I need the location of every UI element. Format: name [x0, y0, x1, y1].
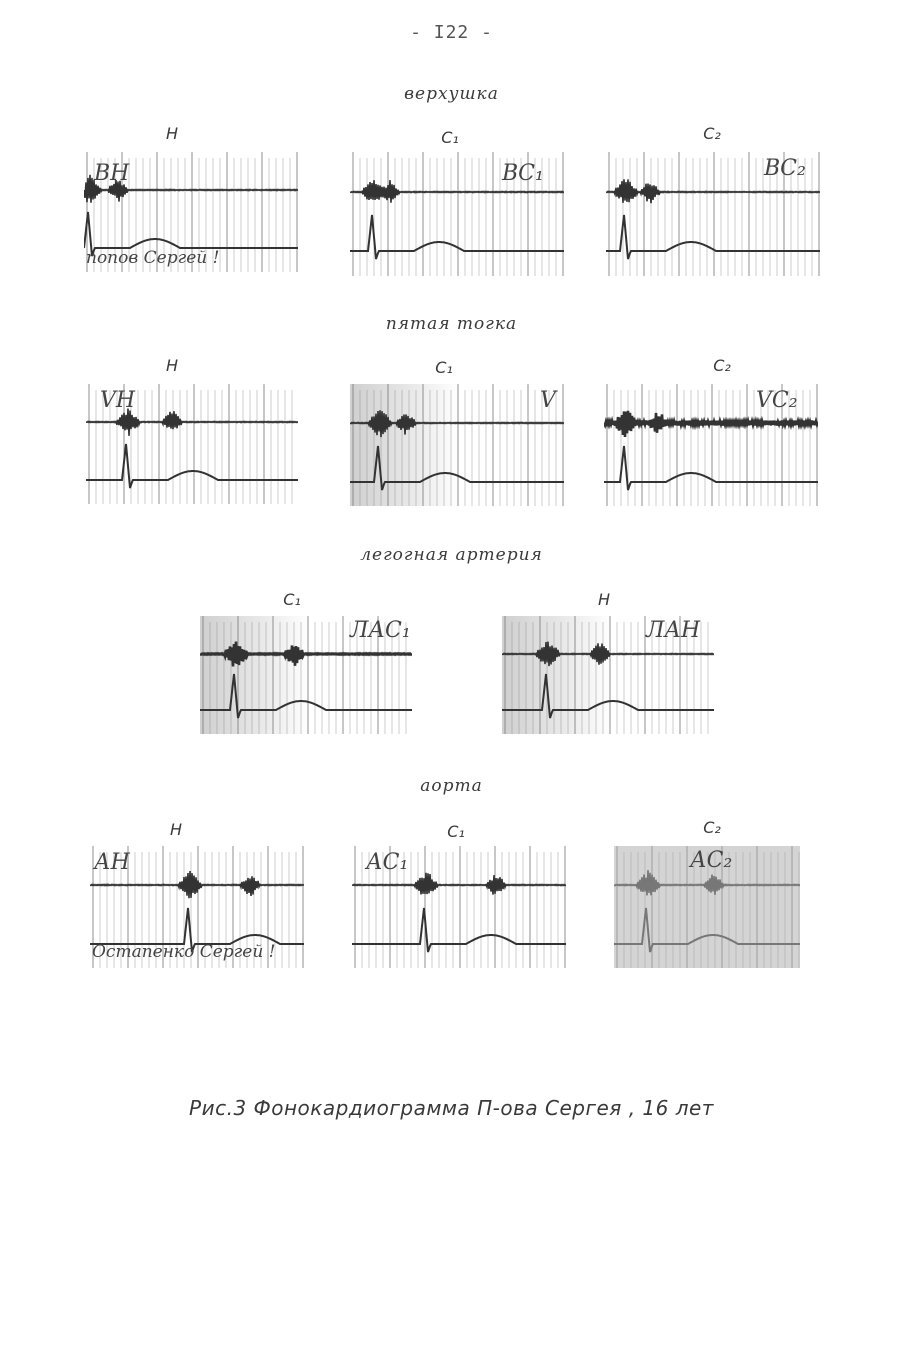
panel-label-apex-1: Н [165, 124, 179, 143]
panel-label-fifth-1: Н [165, 356, 179, 375]
handwritten-label: АС₂ [690, 848, 733, 873]
handwritten-label: АС₁ [366, 850, 409, 875]
handwritten-name: Остапенко Сергей ! [92, 942, 276, 962]
handwritten-label: ВС₂ [764, 156, 806, 181]
phono-trace [350, 410, 564, 437]
phono-trace [502, 642, 714, 667]
panel-label-aorta-3: C₂ [703, 818, 721, 837]
section-title-aorta: аорта [420, 776, 483, 796]
handwritten-name: попов Сергей ! [86, 248, 220, 268]
panel-label-pulmonary-1: C₁ [283, 590, 301, 609]
phono-trace [614, 870, 800, 895]
ecg-trace [86, 444, 298, 488]
ecg-trace [614, 908, 800, 952]
page-number: - I22 - [410, 22, 493, 43]
handwritten-label: АН [94, 850, 130, 875]
panel-label-fifth-3: C₂ [713, 356, 731, 375]
panel-label-aorta-2: C₁ [447, 822, 465, 841]
handwritten-label: ВН [94, 161, 130, 186]
phono-trace [90, 871, 304, 898]
phono-trace [352, 873, 566, 895]
panel-label-apex-2: C₁ [441, 128, 459, 147]
handwritten-label: VН [100, 388, 136, 413]
handwritten-label: ЛАС₁ [350, 618, 411, 643]
figure-caption: Рис.3 Фонокардиограмма П-ова Сергея , 16 лет [189, 1096, 714, 1120]
ecg-trace [350, 446, 564, 490]
ecg-trace [502, 674, 714, 718]
phono-trace [200, 642, 412, 667]
ecg-trace [352, 908, 566, 952]
phono-trace [606, 179, 820, 203]
handwritten-label: VC₂ [756, 388, 798, 413]
panel-label-pulmonary-2: Н [597, 590, 611, 609]
panel-label-apex-3: C₂ [703, 124, 721, 143]
phonocardiogram-strip [350, 384, 564, 506]
strip-svg [350, 384, 564, 506]
handwritten-label: ЛАН [646, 618, 701, 643]
section-title-apex: верхушка [404, 84, 499, 104]
phono-trace [604, 411, 818, 437]
panel-label-aorta-1: Н [169, 820, 183, 839]
handwritten-label: V [540, 388, 556, 413]
ecg-trace [200, 674, 412, 718]
ecg-trace [604, 446, 818, 490]
section-title-pulmonary-artery: легогная артерия [360, 545, 543, 565]
handwritten-label: ВС₁ [502, 161, 544, 186]
ecg-trace [350, 215, 564, 259]
section-title-fifth-point: пятая тогка [385, 314, 518, 334]
ecg-trace [606, 215, 820, 259]
panel-label-fifth-2: C₁ [435, 358, 453, 377]
